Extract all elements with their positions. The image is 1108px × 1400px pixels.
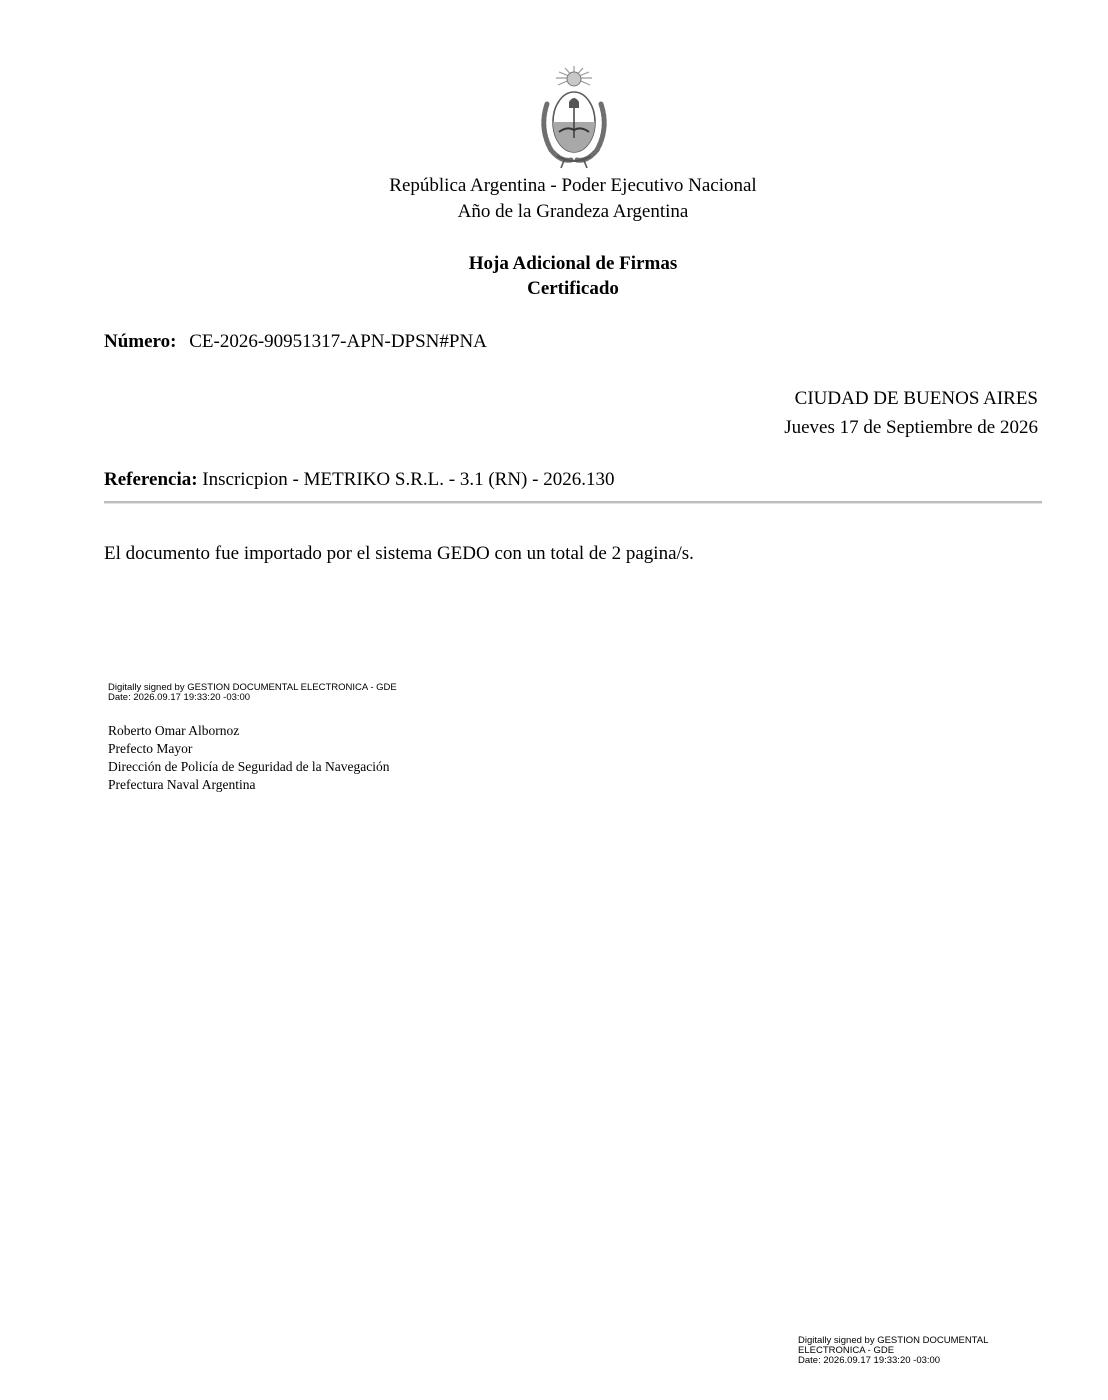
numero-label: Número:: [104, 331, 177, 352]
header-year-motto: Año de la Grandeza Argentina: [457, 201, 689, 222]
signer-office: Dirección de Policía de Seguridad de la Navegación: [108, 759, 390, 774]
signature-stamp: [108, 683, 397, 703]
body-text: El documento fue importado por el sistema GEDO con un total de 2 pagina/s.: [104, 543, 694, 564]
numero-row: [104, 330, 487, 354]
footer-signature-stamp: [798, 1336, 988, 1366]
document-subtitle: Certificado: [527, 278, 619, 299]
divider: [104, 501, 1042, 504]
place: CIUDAD DE BUENOS AIRES: [794, 388, 1038, 409]
signer-block: [108, 722, 390, 794]
footer-stamp-date: Date: 2026.09.17 19:33:20 -03:00: [798, 1355, 941, 1366]
date: Jueves 17 de Septiembre de 2026: [784, 417, 1038, 438]
document-title: Hoja Adicional de Firmas: [468, 253, 678, 274]
signer-name: Roberto Omar Albornoz: [108, 723, 240, 738]
argentina-coat-of-arms-icon: [535, 64, 613, 170]
referencia-label: Referencia:: [104, 469, 198, 490]
signature-stamp-date: Date: 2026.09.17 19:33:20 -03:00: [108, 692, 251, 703]
signer-organization: Prefectura Naval Argentina: [108, 777, 256, 792]
footer-stamp-line1: Digitally signed by GESTION DOCUMENTAL: [798, 1335, 989, 1346]
referencia-row: [104, 468, 614, 492]
signature-stamp-line: Digitally signed by GESTION DOCUMENTAL ELECTRONICA - GDE: [108, 682, 397, 693]
signer-rank: Prefecto Mayor: [108, 741, 193, 756]
header-government: República Argentina - Poder Ejecutivo Nacional: [389, 175, 757, 196]
numero-value: CE-2026-90951317-APN-DPSN#PNA: [189, 331, 487, 352]
footer-stamp-line2: ELECTRONICA - GDE: [798, 1345, 895, 1356]
referencia-value: Inscricpion - METRIKO S.R.L. - 3.1 (RN) - 2026.130: [202, 469, 615, 490]
